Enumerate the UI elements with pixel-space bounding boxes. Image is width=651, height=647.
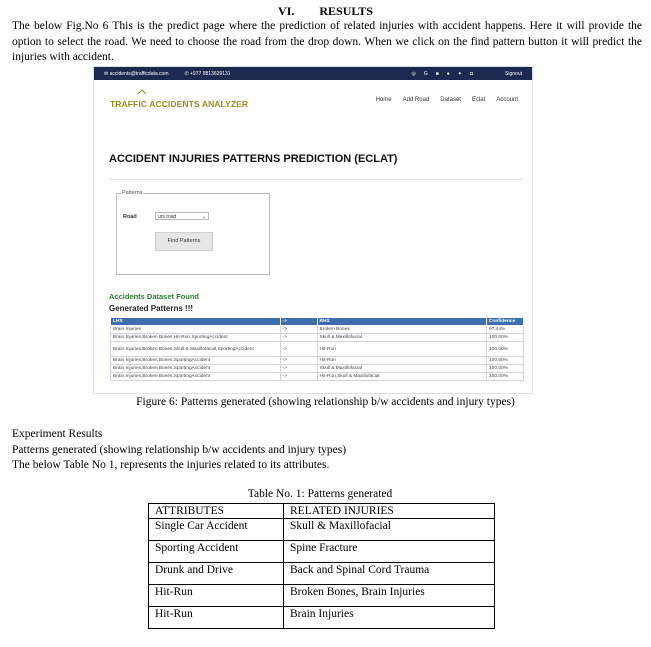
- menu-add-road[interactable]: Add Road: [402, 97, 430, 103]
- cell-arrow: ->: [280, 326, 317, 334]
- cell-lhs: Brain Injuries,Broken Bones,SportingAccident: [111, 357, 281, 365]
- cell-lhs: Brain Injuries,Broken Bones,SportingAccident: [111, 365, 281, 373]
- cell-rhs: Hit-Run: [317, 357, 486, 365]
- results-heading: Experiment Results: [12, 428, 103, 440]
- cell-confidence: 100.00%: [487, 373, 524, 381]
- cell-injuries: Back and Spinal Cord Trauma: [284, 563, 495, 585]
- table-row: [111, 334, 524, 342]
- form-legend: Patterns: [122, 190, 143, 196]
- instagram-icon[interactable]: ◘: [470, 70, 474, 77]
- table-row: [149, 541, 495, 563]
- cell-lhs: Brain Injuries,Broken Bones,Hit-Run,SportingAccident: [111, 334, 281, 342]
- table-row: [149, 585, 495, 607]
- menu-home[interactable]: Home: [375, 97, 392, 103]
- road-label: Road: [123, 214, 137, 220]
- road-select-value: urs road: [158, 214, 177, 220]
- cell-attribute: Drunk and Drive: [149, 563, 284, 585]
- table-row: [149, 519, 495, 541]
- signout-link[interactable]: Signout: [505, 70, 522, 77]
- menu-eclat[interactable]: Eclat: [471, 97, 486, 103]
- table-row: [111, 373, 524, 381]
- page-title: ACCIDENT INJURIES PATTERNS PREDICTION (ECLAT): [109, 153, 398, 165]
- generated-patterns-heading: Generated Patterns !!!: [109, 304, 194, 313]
- cell-attribute: Hit-Run: [149, 585, 284, 607]
- social-icons: [411, 71, 522, 77]
- table-row: [111, 326, 524, 334]
- cell-arrow: ->: [280, 373, 317, 381]
- table-caption: Table No. 1: Patterns generated: [247, 488, 393, 500]
- cell-arrow: ->: [280, 334, 317, 342]
- cell-confidence: 100.00%: [487, 334, 524, 342]
- road-select[interactable]: [155, 212, 209, 220]
- table-header-row: [149, 504, 495, 519]
- section-number: VI.: [278, 4, 295, 18]
- cell-rhs: Skull & Maxillofacial: [317, 365, 486, 373]
- header-related-injuries: RELATED INJURIES: [284, 504, 495, 519]
- cell-arrow: ->: [280, 342, 317, 357]
- cell-confidence: 100.00%: [487, 342, 524, 357]
- table-row: [111, 342, 524, 357]
- google-icon[interactable]: G: [423, 70, 428, 77]
- app-screenshot: [93, 66, 533, 394]
- logo-icon: [137, 89, 147, 95]
- cell-injuries: Brain Injuries: [284, 607, 495, 629]
- attributes-table: [148, 503, 495, 629]
- top-bar: [94, 67, 532, 80]
- cell-lhs: Brain Injuries,Broken Bones,Skull & Maxillofacial,SportingAccident: [111, 342, 281, 357]
- patterns-table: [110, 317, 524, 381]
- section-heading: [0, 4, 651, 19]
- menu-dataset[interactable]: Dataset: [440, 97, 461, 103]
- cell-attribute: Single Car Accident: [149, 519, 284, 541]
- header-confidence: Confidence: [487, 318, 524, 326]
- results-paragraph: [12, 427, 642, 474]
- table-header-row: [111, 318, 524, 326]
- brand-logo[interactable]: TRAFFIC ACCIDENTS ANALYZER: [110, 99, 249, 109]
- cell-attribute: Sporting Accident: [149, 541, 284, 563]
- header-rhs: RHS: [317, 318, 486, 326]
- table-row: [149, 607, 495, 629]
- contact-email[interactable]: ✉ accidents@trafficdata.com: [104, 70, 169, 77]
- cell-injuries: Spine Fracture: [284, 541, 495, 563]
- cell-confidence: 100.00%: [487, 365, 524, 373]
- cell-injuries: Broken Bones, Brain Injuries: [284, 585, 495, 607]
- twitter-icon[interactable]: ✦: [457, 70, 462, 77]
- header-attributes: ATTRIBUTES: [149, 504, 284, 519]
- menu-account[interactable]: Account: [496, 97, 518, 103]
- patterns-form: [116, 190, 270, 275]
- cell-attribute: Hit-Run: [149, 607, 284, 629]
- table-row: [111, 357, 524, 365]
- contact-phone: ✆ +977 9813639131: [184, 70, 231, 77]
- results-line-3: The below Table No 1, represents the injuries related to its attributes.: [12, 459, 330, 471]
- email-text: accidents@trafficdata.com: [109, 70, 169, 77]
- section-title: RESULTS: [319, 4, 373, 18]
- figure-caption: Figure 6: Patterns generated (showing relationship b/w accidents and injury types): [136, 396, 515, 408]
- find-patterns-button[interactable]: Find Patterns: [155, 232, 213, 251]
- cell-arrow: ->: [280, 357, 317, 365]
- cell-confidence: 100.00%: [487, 357, 524, 365]
- divider: [109, 179, 523, 180]
- pinterest-icon[interactable]: ●: [446, 70, 450, 77]
- main-menu: [376, 97, 518, 103]
- dataset-found-text: Accidents Dataset Found: [109, 292, 200, 301]
- phone-text: +977 9813639131: [190, 70, 231, 77]
- cell-rhs: Hit-Run,Skull & Maxillofacial: [317, 373, 486, 381]
- cell-rhs: Hit-Run: [317, 342, 486, 357]
- header-lhs: LHS: [111, 318, 281, 326]
- cell-lhs: Brain Injuries,Broken Bones,SportingAccident: [111, 373, 281, 381]
- skype-icon[interactable]: ◎: [411, 70, 416, 77]
- cell-rhs: Broken Bones: [317, 326, 486, 334]
- chevron-down-icon: ⌄: [201, 214, 206, 220]
- cell-lhs: Brain Injuries: [111, 326, 281, 334]
- cell-rhs: Skull & Maxillofacial: [317, 334, 486, 342]
- intro-paragraph: The below Fig.No 6 This is the predict page where the prediction of related injuries with accident happens. Here it will provide the option to select the road. We need to choose the road from the drop down. When we click on the find pattern button it will predict the injuries with accident.: [12, 20, 642, 63]
- results-line-2: Patterns generated (showing relationship b/w accidents and injury types): [12, 443, 347, 456]
- table-row: [149, 563, 495, 585]
- facebook-icon[interactable]: ■: [435, 70, 439, 77]
- header-arrow: ->: [280, 318, 317, 326]
- cell-injuries: Skull & Maxillofacial: [284, 519, 495, 541]
- navbar: [94, 87, 532, 115]
- table-row: [111, 365, 524, 373]
- cell-arrow: ->: [280, 365, 317, 373]
- cell-confidence: 97.44%: [487, 326, 524, 334]
